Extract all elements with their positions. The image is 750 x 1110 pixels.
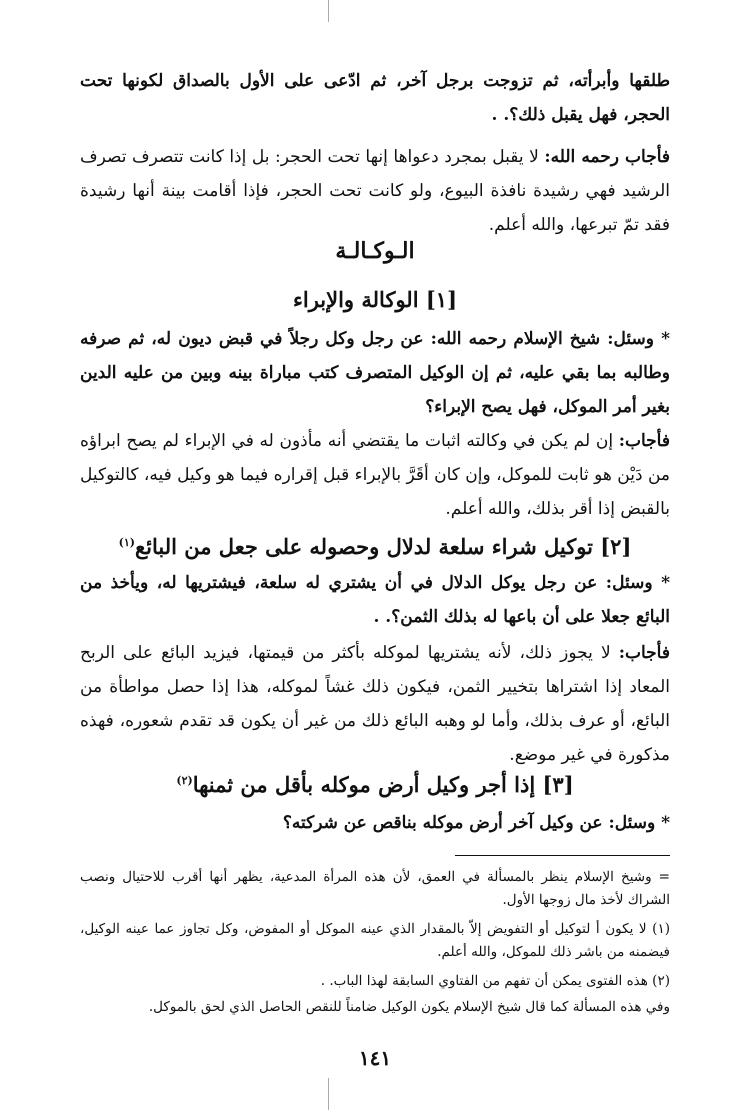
scan-mark [328,1078,329,1110]
answer-text: إن لم يكن في وكالته اثبات ما يقتضي أنه مأذون له في الإبراء لم يصح ابراؤه من دَيْن هو ثابت للموكل، وإن كان أقَرَّ بالإبراء قبل إقراره فيما هو وكيل فيه، كالتوكيل بالقبض إذا أقر بذلك، والله أعلم. [80,431,670,519]
section-title-2 [80,526,670,564]
footnote-ref: (١) [118,536,135,549]
answer-text: لا يقبل بمجرد دعواها إنها تحت الحجر: بل إذا كانت تتصرف تصرف الرشيد فهي رشيدة نافذة البيوع، ولو كانت تحت الحجر، فإذا أقامت بينة أنها رشيدة فقد تمّ تبرعها، والله أعلم. [80,147,670,235]
chapter-title: الـوكـالـة [335,238,415,264]
footnote-1: (١) لا يكون أ لتوكيل أو التفويض إلاّ بالمقدار الذي عينه الموكل أو المفوض، وكل تجاوز عما عينه الوكيل، فيضمنه من باشر ذلك للموكل، والله أعلم. [80,921,670,960]
section-2-answer [80,636,670,772]
page-number: ١٤١ [358,1046,392,1070]
section-2-question: * وسئل: عن رجل يوكل الدلال في أن يشتري له سلعة، فيشتريها له، ويأخذ من البائع جعلا على أن باعها له بذلك الثمن؟. . [80,573,670,627]
section-title-3 [80,764,670,802]
footnote-divider [455,855,670,856]
scan-mark [328,0,329,22]
footnote-continued: = وشيخ الإسلام ينظر بالمسألة في العمق، لأن هذه المرأة المدعية، يظهر أنها أقرب للاحتيال ونصب الشراك لأخذ مال زوجها الأول. [80,869,670,908]
section-title-1 [80,284,670,316]
answer-label: فأجاب: [618,431,670,451]
footnote-ref: (٢) [176,774,193,787]
answer-label: فأجاب رحمه الله: [544,147,671,167]
answer-text: لا يجوز ذلك، لأنه يشتريها لموكله بأكثر من قيمتها، فيزيد البائع على الربح المعاد إذا اشتراها بتخيير الثمن، فيكون ذلك غشاً لموكله، هذا إذا حصل مواطأة من البائع، أو عرف بذلك، وأما لو وهبه البائع ذلك من غير أن يكون قد تقدم شعوره، فهذه مذكورة في غير موضع. [80,643,670,765]
section-title-text: [٣] إذا أجر وكيل أرض موكله بأقل من ثمنها [192,772,574,797]
footnote-3: وفي هذه المسألة كما قال شيخ الإسلام يكون الوكيل ضامناً للنقص الحاصل الذي لحق بالموكل. [148,999,670,1015]
section-3-question: * وسئل: عن وكيل آخر أرض موكله بناقص عن شركته؟ [282,813,670,833]
section-1-question: * وسئل: شيخ الإسلام رحمه الله: عن رجل وكل رجلاً في قبض ديون له، ثم صرفه وطالبه بما بقي عليه، ثم إن الوكيل المتصرف كتب مباراة بينه وبين من عليه الدين بغير أمر الموكل، فهل يصح الإبراء؟ [80,329,670,417]
intro-answer [80,140,670,242]
footnote-2: (٢) هذه الفتوى يمكن أن تفهم من الفتاوي السابقة لهذا الباب. . [320,973,670,989]
section-title-text: [٢] توكيل شراء سلعة لدلال وحصوله على جعل من البائع [134,534,632,559]
intro-paragraph: طلقها وأبرأته، ثم تزوجت برجل آخر، ثم ادّعى على الأول بالصداق لكونها تحت الحجر، فهل يقبل ذلك؟. . [80,71,670,125]
answer-label: فأجاب: [618,643,670,663]
section-1-answer [80,424,670,526]
section-title-text: [١] الوكالة والإبراء [292,287,457,312]
